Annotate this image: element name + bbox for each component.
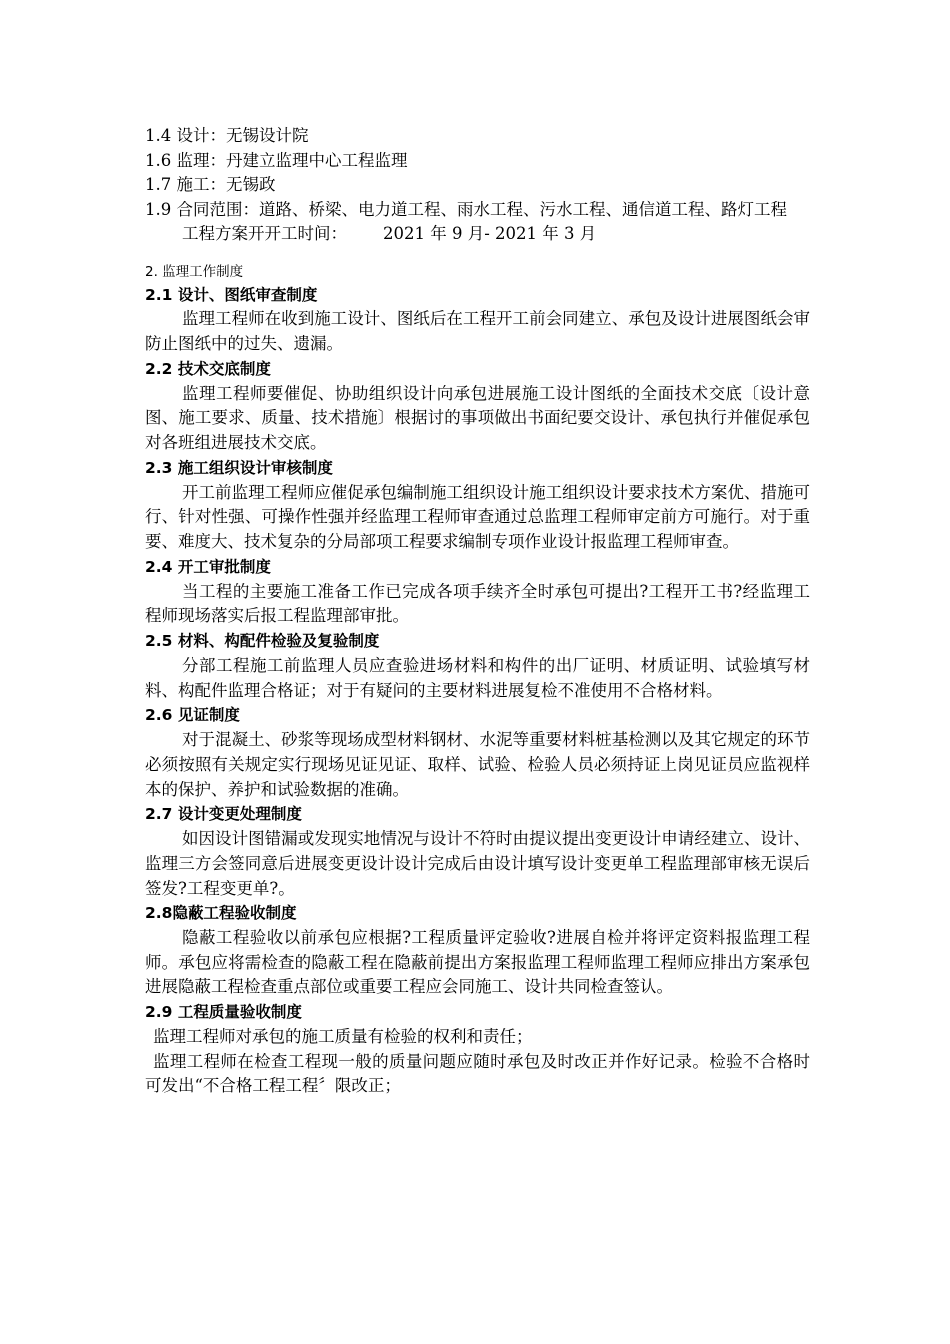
section-heading: 2.5 材料、构配件检验及复验制度 [145,632,380,651]
section-body: 开工前监理工程师应催促承包编制施工组织设计施工组织设计要求技术方案优、措施可行、针对性强、可操作性强并经监理工程师审查通过总监理工程师审定前方可施行。对于重要、难度大、技术复杂的分局部项工程要求编制专项作业设计报监理工程师审查。 [145,482,810,552]
info-design: 1.4 设计：无锡设计院 [145,126,309,145]
info-schedule [145,222,810,247]
document-page [145,124,810,1099]
section-body: 监理工程师在收到施工设计、图纸后在工程开工前会同建立、承包及设计进展图纸会审防止图纸中的过失、遗漏。 [145,309,810,354]
section-body: 对于混凝土、砂浆等现场成型材料钢材、水泥等重要材料桩基检测以及其它规定的环节必须按照有关规定实行现场见证见证、取样、试验、检验人员必须持证上岗见证员应监视样本的保护、养护和试验数据的准确。 [145,729,810,799]
section-body: 当工程的主要施工准备工作已完成各项手续齐全时承包可提出?工程开工书?经监理工程师现场落实后报工程监理部审批。 [145,581,810,626]
section-heading: 2.7 设计变更处理制度 [145,805,302,824]
section-heading: 2.3 施工组织设计审核制度 [145,458,333,477]
section-body: 分部工程施工前监理人员应查验进场材料和构件的出厂证明、材质证明、试验填写材料、构配件监理合格证；对于有疑问的主要材料进展复检不准使用不合格材料。 [145,655,810,700]
section-body: 隐蔽工程验收以前承包应根据?工程质量评定验收?进展自检并将评定资料报监理工程师。承包应将需检查的隐蔽工程在隐蔽前提出方案报监理工程师监理工程师应排出方案承包进展隐蔽工程检查重点部位或重要工程应会同施工、设计共同检查签认。 [145,927,810,997]
list-item: 监理工程师对承包的施工质量有检验的权利和责任； [153,1026,533,1046]
info-scope: 1.9 合同范围：道路、桥梁、电力道工程、雨水工程、污水工程、通信道工程、路灯工程 [145,199,787,219]
info-construction: 1.7 施工：无锡政 [145,175,276,194]
section-heading: 2.8隐蔽工程验收制度 [145,904,297,923]
section-body: 监理工程师要催促、协助组织设计向承包进展施工设计图纸的全面技术交底〔设计意图、施工要求、质量、技术措施〕根据讨的事项做出书面纪要交设计、承包执行并催促承包对各班组进展技术交底。 [145,383,810,453]
section-body: 如因设计图错漏或发现实地情况与设计不符时由提议提出变更设计申请经建立、设计、监理三方会签同意后进展变更设计设计完成后由设计填写设计变更单工程监理部审核无误后签发?工程变更单?。 [145,828,810,898]
section-heading: 2.6 见证制度 [145,706,240,725]
section-heading: 2.9 工程质量验收制度 [145,1003,302,1022]
section-heading: 2.2 技术交底制度 [145,359,271,378]
info-supervision: 1.6 监理：丹建立监理中心工程监理 [145,150,408,170]
schedule-label: 工程方案开开工时间： [182,224,347,244]
section-heading: 2.4 开工审批制度 [145,557,271,576]
schedule-value: 2021 年 9 月- 2021 年 3 月 [383,224,597,244]
list-item: 监理工程师在检查工程现一般的质量问题应随时承包及时改正并作好记录。检验不合格时可发出“不合格工程工程〞限改正； [145,1051,810,1096]
section-heading: 2.1 设计、图纸审查制度 [145,285,318,304]
section-title: 2. 监理工作制度 [145,263,244,280]
